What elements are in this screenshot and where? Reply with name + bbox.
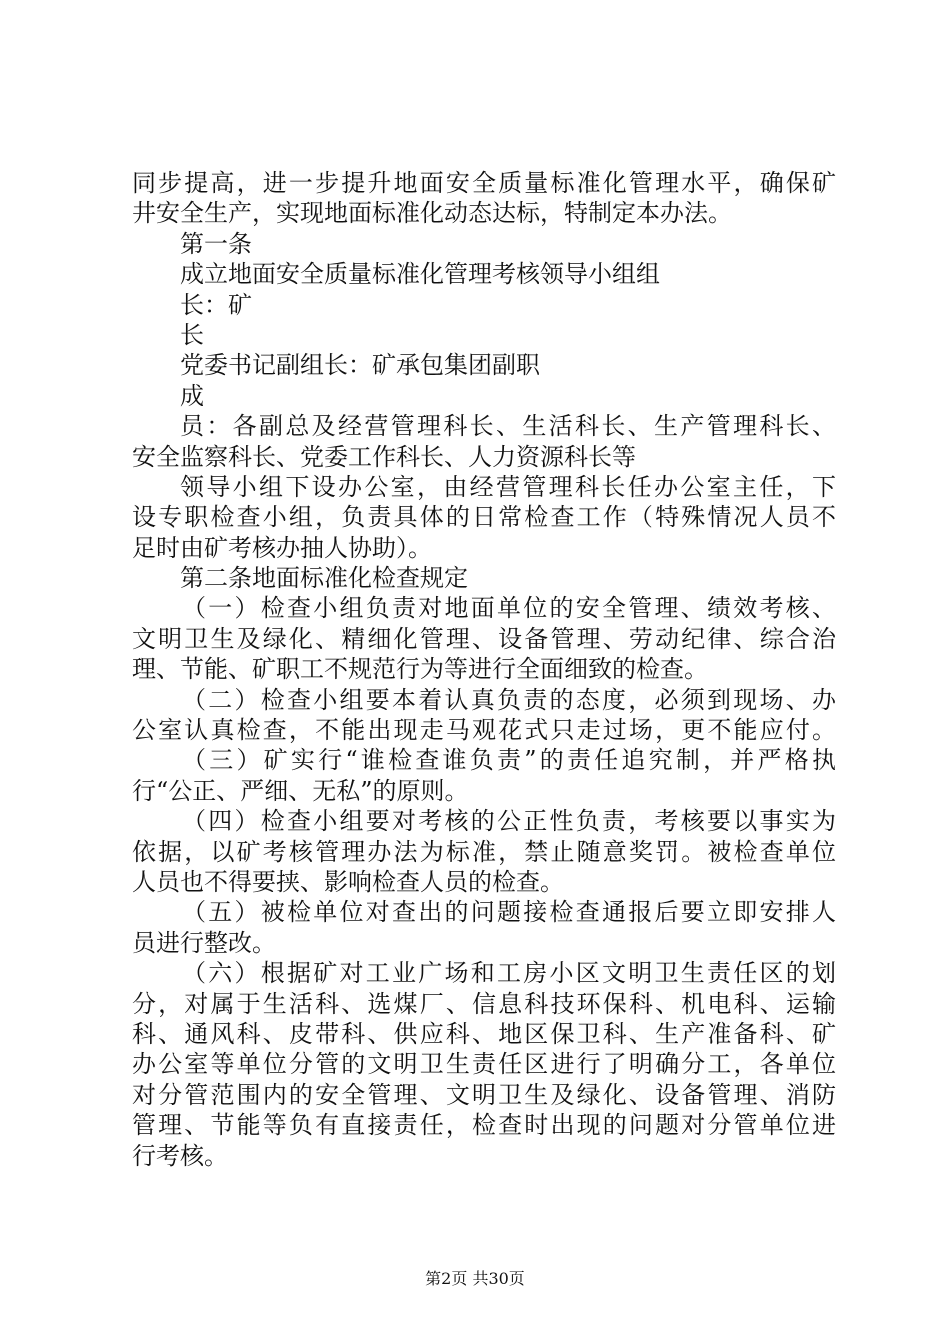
body-line: 员进行整改。 bbox=[132, 928, 276, 957]
body-line: 第二条地面标准化检查规定 bbox=[180, 564, 468, 593]
body-line: 成立地面安全质量标准化管理考核领导小组组 bbox=[180, 260, 660, 289]
body-line: （四）检查小组要对考核的公正性负责，考核要以事实为 bbox=[182, 807, 836, 836]
body-line: 公室认真检查，不能出现走马观花式只走过场，更不能应付。 bbox=[132, 716, 836, 745]
body-line: 对分管范围内的安全管理、文明卫生及绿化、设备管理、消防 bbox=[132, 1080, 836, 1109]
body-line: 依据，以矿考核管理办法为标准，禁止随意奖罚。被检查单位 bbox=[132, 837, 836, 866]
body-line: 行考核。 bbox=[132, 1141, 228, 1170]
body-line: 长 bbox=[180, 320, 204, 349]
body-text bbox=[132, 168, 836, 1171]
body-line: 分，对属于生活科、选煤厂、信息科技环保科、机电科、运输 bbox=[132, 989, 836, 1018]
body-line: 科、通风科、皮带科、供应科、地区保卫科、生产准备科、矿 bbox=[132, 1019, 836, 1048]
body-line: 行“公正、严细、无私”的原则。 bbox=[132, 776, 469, 805]
body-line: （二）检查小组要本着认真负责的态度，必须到现场、办 bbox=[182, 685, 836, 714]
body-line: 第一条 bbox=[180, 229, 252, 258]
body-line: 同步提高，进一步提升地面安全质量标准化管理水平，确保矿 bbox=[132, 169, 836, 197]
body-line: 成 bbox=[180, 381, 204, 410]
body-line: 安全监察科长、党委工作科长、人力资源科长等 bbox=[132, 442, 636, 471]
body-line: 文明卫生及绿化、精细化管理、设备管理、劳动纪律、综合治 bbox=[132, 624, 836, 653]
body-line: 管理、节能等负有直接责任，检查时出现的问题对分管单位进 bbox=[132, 1111, 836, 1140]
body-line: 办公室等单位分管的文明卫生责任区进行了明确分工，各单位 bbox=[132, 1050, 836, 1079]
body-line: 井安全生产，实现地面标准化动态达标，特制定本办法。 bbox=[132, 199, 732, 228]
body-line: 理、节能、矿职工不规范行为等进行全面细致的检查。 bbox=[132, 655, 708, 684]
body-line: （三）矿实行“谁检查谁负责”的责任追究制，并严格执 bbox=[182, 746, 836, 775]
body-line: （六）根据矿对工业广场和工房小区文明卫生责任区的划 bbox=[182, 959, 836, 988]
page-footer: 第2页 共30页 bbox=[425, 1269, 525, 1288]
body-line: 足时由矿考核办抽人协助）。 bbox=[132, 533, 432, 562]
body-line: （五）被检单位对查出的问题接检查通报后要立即安排人 bbox=[182, 898, 836, 927]
body-line: （一）检查小组负责对地面单位的安全管理、绩效考核、 bbox=[182, 594, 836, 623]
body-line: 人员也不得要挟、影响检查人员的检查。 bbox=[132, 867, 564, 896]
body-line: 长：矿 bbox=[180, 290, 252, 319]
body-line: 员：各副总及经营管理科长、生活科长、生产管理科长、 bbox=[180, 412, 836, 441]
body-line: 设专职检查小组，负责具体的日常检查工作（特殊情况人员不 bbox=[132, 503, 836, 532]
body-line: 领导小组下设办公室，由经营管理科长任办公室主任，下 bbox=[180, 472, 836, 501]
body-line: 党委书记副组长：矿承包集团副职 bbox=[180, 351, 540, 380]
